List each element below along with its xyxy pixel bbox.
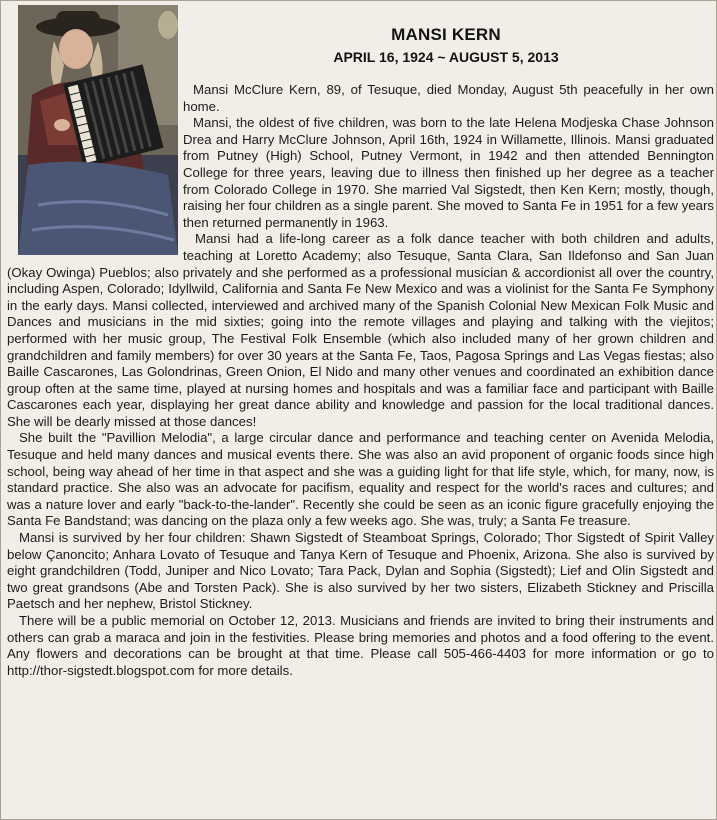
paragraph-early-life: Mansi, the oldest of five children, was born to the late Helena Modjeska Chase Johnson Drea and Harry McClure Johnson, April 16th, 1924 in Willamette, Illinois. Mansi graduated from Putney (High) School, Putney Vermont, in 1942 and then attended Bennington College for three years, leaving due to illness then finished up her degree as a teacher from Colorado College in 1970. She married Val Sigstedt, then Ken Kern; mostly, though, raising her four children as a single parent. She moved to Santa Fe in 1951 for a few years then returned permanently in 1963. xyxy=(183,115,714,230)
paragraph-death-notice: Mansi McClure Kern, 89, of Tesuque, died Monday, August 5th peacefully in her own home. xyxy=(183,82,714,114)
paragraph-survivors: Mansi is survived by her four children: Shawn Sigstedt of Steamboat Springs, Colorado; Thor Sigstedt of Spirit Valley below Çanoncito; Anhara Lovato of Tesuque and Tanya Kern of Tesuque and Phoenix, Arizona. She also is survived by eight grandchildren (Todd, Juniper and Nico Lovato; Tara Pack, Dylan and Sophia (Sigstedt); Lief and Olin Sigstedt and two great grandsons (Abe and Torsten Pack). She is also survived by her two sisters, Elizabeth Stickney and Priscilla Paetsch and her nephew, Bristol Stickney. xyxy=(7,530,714,612)
obituary-dates: APRIL 16, 1924 ~ AUGUST 5, 2013 xyxy=(333,49,559,65)
obituary-name: MANSI KERN xyxy=(391,25,501,44)
photo-wrap-spacer xyxy=(7,82,183,253)
obituary-body xyxy=(7,82,714,679)
paragraph-pavillion: She built the "Pavillion Melodia", a large circular dance and performance and teaching center on Avenida Melodia, Tesuque and held many dances and musical events there. She was also an avid proponent of organic foods since high school, being way ahead of her time in that aspect and she was a guiding light for that life style, which, for many, now, is standard practice. She also was an advocate for pacifism, equality and respect for the world's races and cultures; and was a nature lover and early "back-to-the-lander". Recently she could be seen as an iconic figure gracefully enjoying the Santa Fe Bandstand; was dancing on the plaza only a few weeks ago. She was, truly; a Santa Fe treasure. xyxy=(7,430,714,529)
paragraph-memorial: There will be a public memorial on October 12, 2013. Musicians and friends are invited to bring their instruments and others can grab a maraca and join in the festivities. Please bring memories and photos and a food offering to the event. Any flowers and decorations can be brought at that time. Please call 505-466-4403 for more information or go to http://thor-sigstedt.blogspot.com for more details. xyxy=(7,613,714,678)
paragraph-career: Mansi had a life-long career as a folk dance teacher with both children and adults, teaching at Loretto Academy; also Tesuque, Santa Clara, San Ildefonso and San Juan (Okay Owinga) Pueblos; also privately and she performed as a professional musician & accordionist all over the country, including Aspen, Colorado; Idyllwild, California and Santa Fe New Mexico and was a violinist for the Santa Fe Symphony in the early days. Mansi collected, interviewed and archived many of the Spanish Colonial New Mexican Folk Music and Dances and musicians in the mid sixties; going into the remote villages and playing and talking with the viejitos; performed with her music group, The Festival Folk Ensemble (which also included many of her grown children and grandchildren and family members) for over 30 years at the Santa Fe, Taos, Pagosa Springs and Las Vegas fiestas; also Baille Cascarones, Las Golondrinas, Green Onion, El Nido and many other venues and coordinated an exhibition dance group often at the same time, played at nursing homes and hospitals and was a familiar face and participant with Baille Cascarones each year, displaying her great dance ability and knowledge and passion for the local traditional dances. She will be dearly missed at those dances! xyxy=(7,231,714,429)
